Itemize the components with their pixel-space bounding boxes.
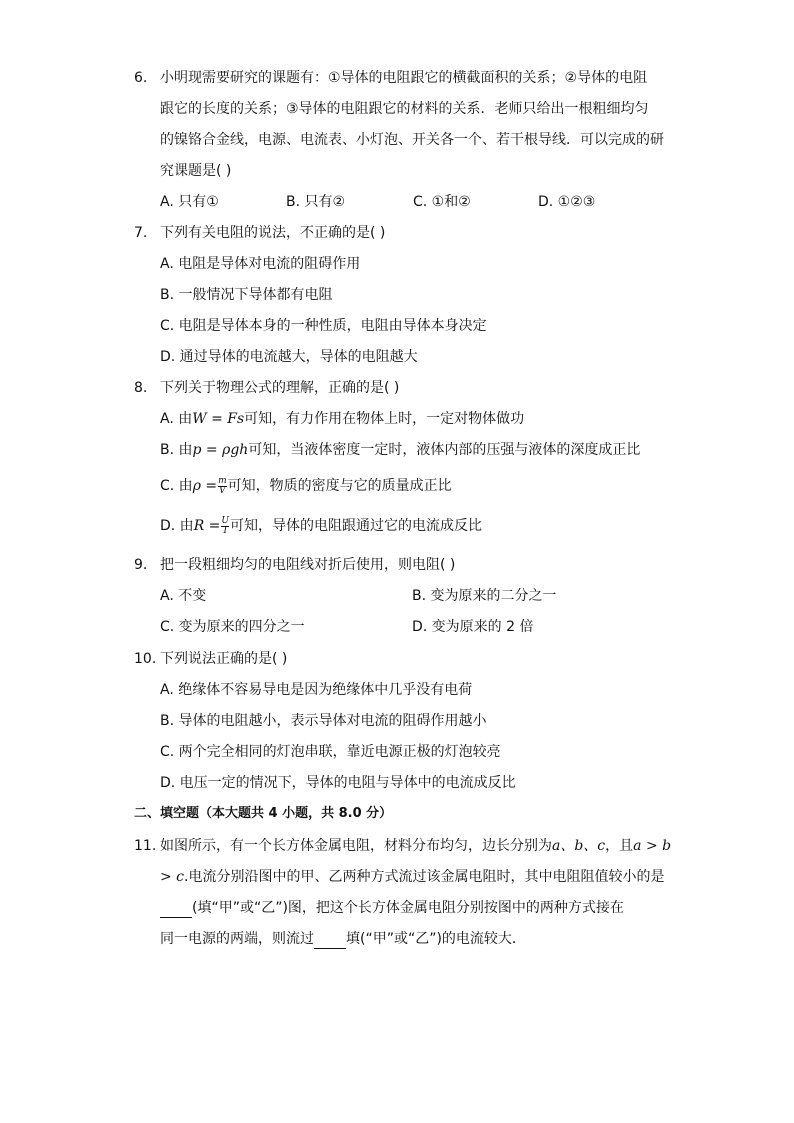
question-8-number: 8. xyxy=(134,380,148,396)
question-10-option-a: A. 绝缘体不容易导电是因为绝缘体中几乎没有电荷 xyxy=(160,682,473,698)
question-6-line-1: 小明现需要研究的课题有：①导体的电阻跟它的横截面积的关系；②导体的电阻 xyxy=(160,70,648,86)
question-6-number: 6. xyxy=(134,70,148,86)
question-8-option-b: B. 由p = ρgh可知，当液体密度一定时，液体内部的压强与液体的深度成正比 xyxy=(160,442,641,458)
question-10-stem: 下列说法正确的是( ) xyxy=(160,651,288,667)
question-6-line-2: 跟它的长度的关系；③导体的电阻跟它的材料的关系．老师只给出一根粗细均匀 xyxy=(160,101,649,117)
question-7-option-b: B. 一般情况下导体都有电阻 xyxy=(160,287,333,303)
question-11-line-2: > c.电流分别沿图中的甲、乙两种方式流过该金属电阻时，其中电阻阻值较小的是 xyxy=(160,869,665,885)
question-9-number: 9. xyxy=(134,557,148,573)
question-9-option-a: A. 不变 xyxy=(160,588,207,604)
question-9-stem: 把一段粗细均匀的电阻线对折后使用，则电阻( ) xyxy=(160,557,456,573)
question-7-number: 7. xyxy=(134,225,148,241)
section-title: 二、填空题（本大题共 4 小题，共 8.0 分） xyxy=(134,806,393,821)
question-8-stem: 下列关于物理公式的理解，正确的是( ) xyxy=(160,380,400,396)
formula-resistance-fraction: $\frac{U}{I}$ xyxy=(221,515,230,536)
answer-blank-1[interactable] xyxy=(160,903,192,918)
question-6-option-a: A. 只有① xyxy=(160,194,219,210)
answer-blank-2[interactable] xyxy=(314,934,346,949)
question-6-option-b: B. 只有② xyxy=(286,194,346,210)
question-11-number: 11. xyxy=(134,838,157,854)
question-7-option-d: D. 通过导体的电流越大，导体的电阻越大 xyxy=(160,349,418,365)
question-7-option-c: C. 电阻是导体本身的一种性质，电阻由导体本身决定 xyxy=(160,318,487,334)
question-10-option-c: C. 两个完全相同的灯泡串联，靠近电源正极的灯泡较亮 xyxy=(160,744,501,760)
question-9-option-b: B. 变为原来的二分之一 xyxy=(412,588,557,604)
formula-work: W = Fs xyxy=(192,411,245,427)
question-11-line-3: (填“甲”或“乙”)图，把这个长方体金属电阻分别按图中的两种方式接在 xyxy=(160,898,624,918)
question-6-option-c: C. ①和② xyxy=(413,194,471,210)
question-11-line-1: 如图所示，有一个长方体金属电阻，材料分布均匀，边长分别为a、b、c，且a > b xyxy=(160,838,672,854)
question-8-option-c: C. 由ρ = $\frac{m}{V}$ 可知，物质的密度与它的质量成正比 xyxy=(160,475,452,496)
question-8-option-a: A. 由W = Fs可知，有力作用在物体上时，一定对物体做功 xyxy=(160,411,525,427)
question-7-stem: 下列有关电阻的说法，不正确的是( ) xyxy=(160,225,386,241)
question-10-option-d: D. 电压一定的情况下，导体的电阻与导体中的电流成反比 xyxy=(160,775,516,791)
question-11-line-4: 同一电源的两端，则流过 填(“甲”或“乙”)的电流较大． xyxy=(160,931,526,947)
question-8-option-d: D. 由R = $\frac{U}{I}$ 可知，导体的电阻跟通过它的电流成反比 xyxy=(160,515,483,536)
question-9-option-c: C. 变为原来的四分之一 xyxy=(160,619,305,635)
question-6-line-4: 究课题是( ) xyxy=(160,163,232,179)
formula-pressure: p = ρgh xyxy=(192,442,249,458)
question-10-number: 10. xyxy=(134,651,157,667)
question-10-option-b: B. 导体的电阻越小，表示导体对电流的阻碍作用越小 xyxy=(160,713,487,729)
question-7-option-a: A. 电阻是导体对电流的阻碍作用 xyxy=(160,256,361,272)
question-6-option-d: D. ①②③ xyxy=(538,194,596,210)
formula-density-fraction: $\frac{m}{V}$ xyxy=(218,475,227,496)
question-9-option-d: D. 变为原来的 2 倍 xyxy=(412,619,534,635)
question-6-line-3: 的镍铬合金线，电源、电流表、小灯泡、开关各一个、若干根导线．可以完成的研 xyxy=(160,132,664,148)
